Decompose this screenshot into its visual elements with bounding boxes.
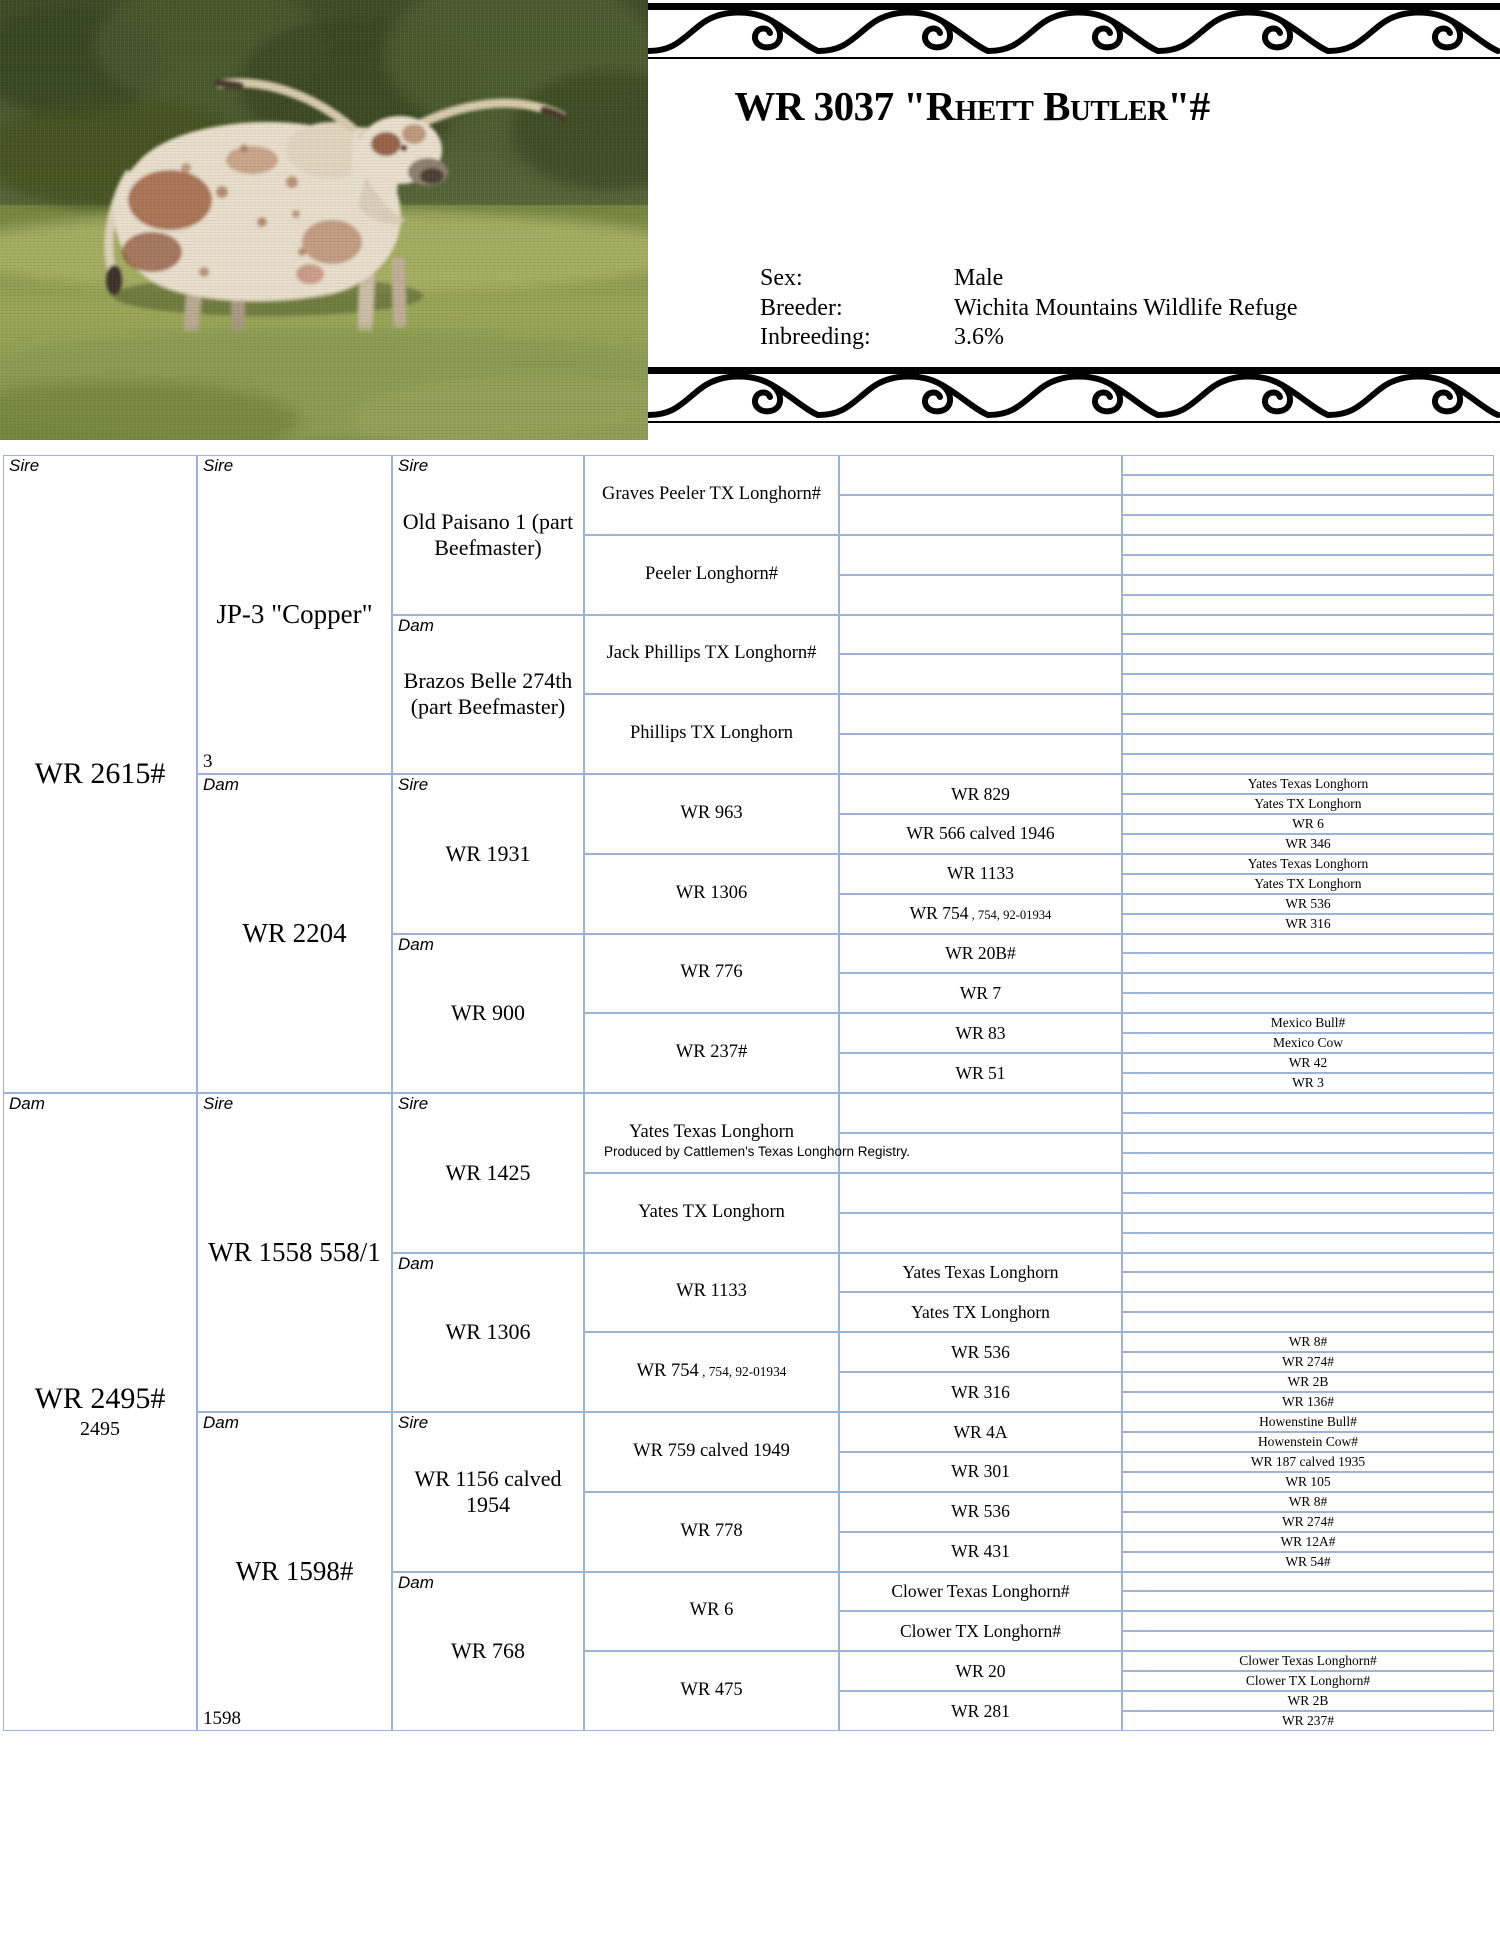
registry-watermark: Produced by Cattlemen's Texas Longhorn Registry. [604,1144,910,1159]
cell-name: WR 237# [675,1042,748,1063]
header [648,0,1500,446]
pedigree-cell [1122,854,1494,874]
cell-name: Clower TX Longhorn# [1245,1673,1371,1689]
pedigree-cell [1122,1233,1494,1253]
cell-name: Yates TX Longhorn [1254,796,1362,812]
cell-name: WR 1931 [445,840,531,866]
pedigree-cell [839,1492,1122,1532]
cell-name: WR 900 [451,1000,525,1026]
relation-label: Sire [203,456,234,475]
pedigree-cell [392,774,584,934]
pedigree-cell [1122,1173,1494,1193]
cell-name: Howenstein Cow# [1257,1434,1359,1450]
cell-name: WR 776 [680,962,743,983]
pedigree-cell [839,934,1122,974]
pedigree-cell [1122,1552,1494,1572]
pedigree-cell [1122,1372,1494,1392]
pedigree-cell [1122,1591,1494,1611]
cell-name: WR 237# [1281,1713,1335,1729]
pedigree-cell [839,1372,1122,1412]
cell-number: 3 [203,751,213,772]
cell-name: WR 566 calved 1946 [906,823,1055,844]
pedigree-cell [839,1053,1122,1093]
pedigree-cell [839,1093,1122,1133]
pedigree-cell [1122,894,1494,914]
pedigree-cell [839,1572,1122,1612]
pedigree-cell [1122,1033,1494,1053]
pedigree-cell [839,734,1122,774]
pedigree-cell [1122,1352,1494,1372]
cell-name: Yates Texas Longhorn [628,1121,795,1142]
pedigree-cell [584,1093,839,1173]
pedigree-cell [392,1412,584,1572]
cell-name: WR 2204 [242,917,347,948]
relation-label: Sire [398,1413,429,1432]
cell-name: WR 778 [680,1520,743,1541]
pedigree-cell [584,694,839,774]
pedigree-cell [839,973,1122,1013]
cell-name: WR 105 [1285,1474,1331,1490]
pedigree-cell [584,615,839,695]
cell-name: Phillips TX Longhorn [629,723,794,744]
cell-name: WR 20B# [945,943,1016,964]
cell-name: WR 2615# [34,757,166,791]
pedigree-cell [1122,1193,1494,1213]
pedigree-cell [1122,1153,1494,1173]
pedigree-cell [839,1532,1122,1572]
pedigree-cell [1122,654,1494,674]
relation-label: Dam [203,1413,239,1432]
sex-label: Sex: [760,265,803,291]
cell-name: Howenstine Bull# [1259,1414,1357,1430]
pedigree-cell [197,1093,392,1412]
pedigree-cell [584,1492,839,1572]
pedigree-cell [584,1412,839,1492]
breeder-label: Breeder: [760,294,843,321]
cell-name: Old Paisano 1 (part Beefmaster) [402,508,574,560]
pedigree-cell [1122,1013,1494,1033]
pedigree-cell [1122,953,1494,973]
pedigree-cell [392,615,584,775]
cell-name: WR 7 [959,982,1002,1003]
pedigree-cell [1122,694,1494,714]
cell-name: Graves Peeler TX Longhorn# [601,483,822,504]
pedigree-cell [839,1412,1122,1452]
pedigree-cell [1122,1272,1494,1292]
pedigree-cell [584,455,839,535]
pedigree-cell [584,1013,839,1093]
cell-name: Clower Texas Longhorn# [1239,1653,1377,1669]
pedigree-cell [1122,1073,1494,1093]
pedigree-cell [1122,1492,1494,1512]
cell-name: WR 1558 558/1 [208,1236,381,1267]
cell-name: Yates TX Longhorn [1254,875,1362,891]
ornamental-scroll-banner-bottom-icon [648,367,1500,425]
pedigree-cell [839,894,1122,934]
pedigree-cell [1122,575,1494,595]
cell-name: WR 4A [953,1421,1008,1442]
pedigree-cell [839,1013,1122,1053]
inbreeding-value: 3.6% [954,324,1004,350]
pedigree-cell [839,654,1122,694]
cell-name: WR 301 [951,1461,1010,1482]
field-row-inbreeding [760,323,1298,353]
cell-name: WR 8# [1288,1334,1328,1350]
cell-name: Yates TX Longhorn [638,1201,785,1222]
pedigree-cell [1122,455,1494,475]
pedigree-cell [1122,1711,1494,1731]
pedigree-cell [1122,1213,1494,1233]
animal-info [760,264,1298,353]
pedigree-cell [1122,1392,1494,1412]
pedigree-cell [1122,1532,1494,1552]
cell-name: WR 768 [451,1638,525,1664]
pedigree-cell [1122,794,1494,814]
pedigree-cell [839,1173,1122,1213]
pedigree-cell [1122,1691,1494,1711]
cell-name: WR 187 calved 1935 [1250,1454,1366,1470]
pedigree-cell [839,1651,1122,1691]
cell-name: WR 51 [955,1062,1006,1083]
relation-label: Sire [398,775,429,794]
cell-name: JP-3 "Copper" [216,598,373,629]
pedigree-cell [839,1691,1122,1731]
pedigree-cell [839,455,1122,495]
pedigree-cell [1122,874,1494,894]
relation-label: Dam [203,775,239,794]
cell-name: WR 3 [1292,1075,1324,1091]
cell-name: WR 2B [1287,1693,1329,1709]
cell-name: Mexico Cow [1272,1035,1344,1051]
cell-name: WR 281 [951,1700,1010,1721]
pedigree-cell [839,535,1122,575]
pedigree-cell [839,1133,1122,1173]
cell-name: WR 12A# [1280,1533,1336,1549]
pedigree-cell [392,455,584,615]
cell-name: Clower TX Longhorn# [899,1620,1062,1641]
pedigree-cell [584,1173,839,1253]
longhorn-photo [0,0,648,440]
cell-name: Brazos Belle 274th (part Beefmaster) [403,668,573,720]
longhorn-photo-illustration [0,0,648,440]
pedigree-cell [1122,555,1494,575]
cell-name: WR 1133 [947,863,1014,884]
pedigree-cell [1122,1292,1494,1312]
pedigree-cell [1122,634,1494,654]
pedigree-cell [584,1253,839,1333]
pedigree-cell [584,934,839,1014]
cell-name: WR 274# [1281,1354,1335,1370]
cell-name: WR 754 , 754, 92-01934 [909,903,1052,924]
field-row-sex [760,264,1298,294]
pedigree-cell [584,774,839,854]
pedigree-cell [392,934,584,1094]
cell-name: WR 274# [1281,1513,1335,1529]
pedigree-cell [197,774,392,1093]
pedigree-cell [1122,1512,1494,1532]
relation-label: Sire [398,1094,429,1113]
cell-name: WR 346 [1285,836,1331,852]
cell-name: WR 54# [1285,1553,1331,1569]
cell-name: WR 1598# [235,1555,354,1586]
pedigree-cell [839,1253,1122,1293]
pedigree-cell [1122,475,1494,495]
relation-label: Dam [398,934,434,954]
pedigree-cell [1122,814,1494,834]
relation-label: Sire [398,456,429,475]
cell-name: WR 6 [1292,816,1324,832]
pedigree-cell [839,615,1122,655]
pedigree-cell [584,1332,839,1412]
cell-name: WR 1306 [675,882,748,903]
pedigree-cell [1122,1472,1494,1492]
cell-name: Mexico Bull# [1270,1015,1346,1031]
cell-name: WR 2B [1287,1374,1329,1390]
cell-name: Yates Texas Longhorn [1247,855,1369,871]
pedigree-cell [839,1332,1122,1372]
pedigree-cell [1122,834,1494,854]
pedigree-cell [197,1412,392,1731]
pedigree-cell [839,774,1122,814]
pedigree-cell [1122,1093,1494,1113]
cell-name: WR 1306 [445,1319,531,1345]
cell-name: WR 1133 [676,1281,747,1302]
cell-name: WR 963 [680,802,743,823]
pedigree-cell [1122,1332,1494,1352]
pedigree-cell [839,854,1122,894]
cell-name: WR 759 calved 1949 [633,1440,790,1461]
pedigree-cell [839,814,1122,854]
pedigree-cell [1122,1631,1494,1651]
pedigree-cell [1122,1651,1494,1671]
cell-name: Yates Texas Longhorn [902,1262,1059,1283]
pedigree-cell [1122,595,1494,615]
pedigree-cell [584,1651,839,1731]
pedigree-cell [1122,1412,1494,1432]
pedigree-cell [1122,973,1494,993]
cell-registry-number: , 754, 92-01934 [968,908,1052,923]
page-title: WR 3037 "Rhett Butler"# [734,83,1210,129]
pedigree-cell [1122,515,1494,535]
pedigree-cell [1122,754,1494,774]
pedigree-cell [1122,1432,1494,1452]
sex-value: Male [954,265,1004,291]
cell-name: Peeler Longhorn# [644,563,779,584]
pedigree-cell [584,854,839,934]
pedigree-cell [839,495,1122,535]
cell-name: WR 829 [951,783,1010,804]
pedigree-cell [1122,993,1494,1013]
inbreeding-label: Inbreeding: [760,324,871,350]
cell-name: WR 536 [951,1341,1010,1362]
pedigree-cell [1122,1452,1494,1472]
pedigree-cell [584,535,839,615]
cell-name: Jack Phillips TX Longhorn# [606,643,817,664]
relation-label: Dam [398,1572,434,1592]
pedigree-cell [392,1253,584,1413]
relation-label: Sire [203,1094,234,1113]
cell-name: WR 754 , 754, 92-01934 [636,1361,787,1382]
pedigree-cell [392,1572,584,1732]
cell-name: WR 431 [951,1541,1010,1562]
cell-name: WR 42 [1288,1055,1328,1071]
pedigree-cell [584,1572,839,1652]
cell-name: WR 136# [1281,1394,1335,1410]
relation-label: Dam [398,615,434,635]
pedigree-cell [1122,1611,1494,1631]
pedigree-cell [392,1093,584,1253]
pedigree-cell [839,1213,1122,1253]
pedigree-cell [1122,1113,1494,1133]
cell-name: WR 475 [680,1680,743,1701]
relation-label: Dam [9,1094,45,1113]
pedigree-cell [1122,774,1494,794]
cell-name: WR 6 [689,1600,734,1621]
cell-registry-number: , 754, 92-01934 [698,1364,787,1380]
pedigree-cell [1122,1312,1494,1332]
pedigree-cell [1122,1572,1494,1592]
cell-name: WR 2495# 2495 [4,1094,196,1730]
pedigree-cell [1122,1053,1494,1073]
breeder-value: Wichita Mountains Wildlife Refuge [954,294,1298,321]
cell-name: Clower Texas Longhorn# [891,1581,1070,1602]
cell-name: WR 83 [955,1022,1006,1043]
cell-name: WR 316 [951,1381,1010,1402]
pedigree-cell [1122,914,1494,934]
cell-name: WR 20 [955,1660,1006,1681]
cell-name: Yates TX Longhorn [911,1301,1050,1322]
pedigree-cell [1122,1671,1494,1691]
pedigree-cell [1122,674,1494,694]
relation-label: Sire [9,456,40,475]
pedigree-cell [197,455,392,774]
cell-name: Yates Texas Longhorn [1247,776,1369,792]
cell-name: WR 1156 calved 1954 [414,1465,562,1517]
cell-number: 2495 [80,1418,120,1441]
pedigree-cell [1122,535,1494,555]
pedigree-cell [1122,734,1494,754]
pedigree-cell [839,1611,1122,1651]
cell-name: WR 536 [951,1501,1010,1522]
pedigree-cell [1122,615,1494,635]
pedigree-cell [839,694,1122,734]
pedigree-cell [1122,934,1494,954]
pedigree-cell [1122,1133,1494,1153]
cell-name: WR 8# [1288,1493,1328,1509]
pedigree-cell [1122,714,1494,734]
ornamental-scroll-banner-top-icon [648,3,1500,61]
pedigree-cell [1122,495,1494,515]
cell-name: WR 536 [1285,895,1331,911]
pedigree-cell [839,1452,1122,1492]
pedigree-cell [839,575,1122,615]
pedigree-cell [3,455,197,1093]
pedigree-cell [1122,1253,1494,1273]
pedigree-cell [839,1292,1122,1332]
relation-label: Dam [398,1253,434,1273]
pedigree-cell [3,1093,197,1731]
cell-name: WR 316 [1285,915,1331,931]
field-row-breeder [760,294,1298,324]
cell-name: WR 1425 [445,1159,531,1185]
cell-number: 1598 [203,1708,241,1729]
